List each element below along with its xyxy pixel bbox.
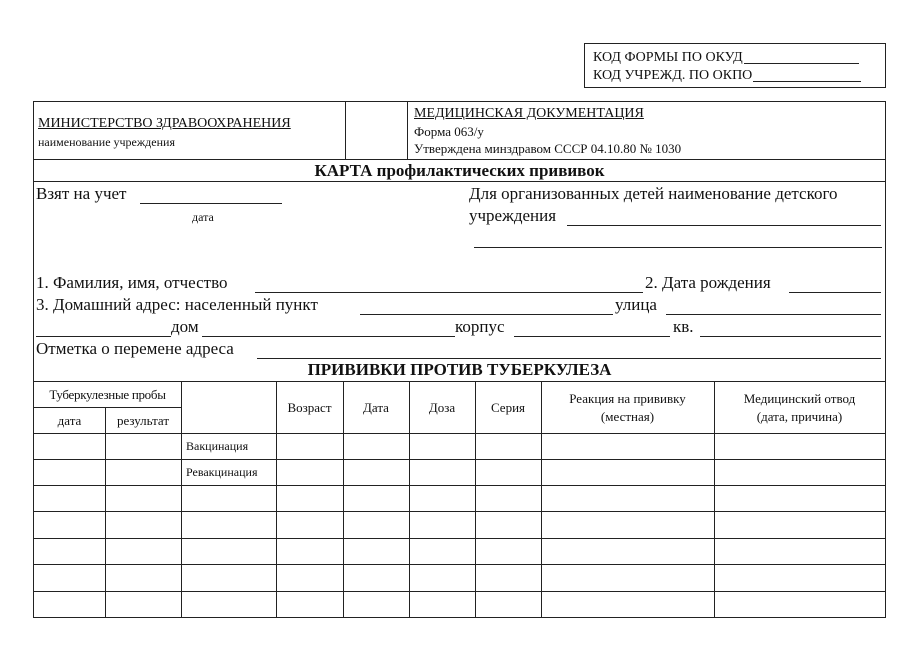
table-row-line bbox=[34, 459, 885, 460]
reaction-header-sub: (местная) bbox=[600, 409, 655, 424]
table-col-line bbox=[105, 407, 106, 617]
building-label: корпус bbox=[455, 317, 505, 336]
vaccination-row-label: Вакцинация bbox=[186, 439, 249, 453]
okud-code-field[interactable] bbox=[744, 50, 859, 64]
form-frame bbox=[33, 101, 886, 618]
street-label: улица bbox=[615, 295, 657, 314]
date-header: Дата bbox=[363, 400, 389, 415]
header-bottom-line bbox=[34, 159, 885, 160]
registered-label: Взят на учет bbox=[36, 184, 127, 203]
revaccination-row-label: Ревакцинация bbox=[186, 465, 258, 479]
med-doc-title: МЕДИЦИНСКАЯ ДОКУМЕНТАЦИЯ bbox=[414, 106, 644, 121]
table-top-line bbox=[34, 381, 885, 382]
table-row-line bbox=[34, 485, 885, 486]
tests-subheader-line bbox=[34, 407, 181, 408]
okud-code-line bbox=[593, 50, 859, 66]
org-institution-label: учреждения bbox=[469, 206, 557, 225]
age-header: Возраст bbox=[287, 400, 332, 415]
full-name-field[interactable] bbox=[255, 292, 643, 293]
address-prefix-field[interactable] bbox=[36, 336, 171, 337]
approval-note: Утверждена минздравом СССР 04.10.80 № 1030 bbox=[414, 141, 682, 156]
home-address-label: 3. Домашний адрес: населенный пункт bbox=[36, 295, 318, 314]
apartment-field[interactable] bbox=[700, 336, 881, 337]
tests-header: Туберкулезные пробы bbox=[49, 387, 166, 402]
dose-header: Доза bbox=[428, 400, 456, 415]
locality-field[interactable] bbox=[360, 314, 613, 315]
header-divider bbox=[407, 102, 408, 159]
table-row-line bbox=[34, 591, 885, 592]
house-field[interactable] bbox=[202, 336, 455, 337]
address-change-label: Отметка о перемене адреса bbox=[36, 339, 234, 358]
table-col-line bbox=[181, 381, 182, 617]
tb-section-title: ПРИВИВКИ ПРОТИВ ТУБЕРКУЛЕЗА bbox=[307, 360, 612, 379]
street-field[interactable] bbox=[666, 314, 881, 315]
form-code-box bbox=[584, 43, 886, 88]
building-field[interactable] bbox=[514, 336, 670, 337]
exemption-header-sub: (дата, причина) bbox=[756, 409, 843, 424]
institution-caption: наименование учреждения bbox=[38, 135, 175, 149]
okud-label: КОД ФОРМЫ ПО ОКУД bbox=[593, 50, 743, 65]
table-col-line bbox=[475, 381, 476, 617]
apartment-label: кв. bbox=[673, 317, 694, 336]
card-title: КАРТА профилактических прививок bbox=[314, 161, 605, 180]
table-col-line bbox=[343, 381, 344, 617]
okpo-code-line bbox=[593, 68, 861, 84]
table-col-line bbox=[409, 381, 410, 617]
test-result-header: результат bbox=[116, 413, 170, 428]
birth-date-label: 2. Дата рождения bbox=[645, 273, 771, 292]
registered-date-field[interactable] bbox=[140, 203, 282, 204]
table-row-line bbox=[34, 538, 885, 539]
okpo-label: КОД УЧРЕЖД. ПО ОКПО bbox=[593, 68, 753, 83]
table-row-line bbox=[34, 433, 885, 434]
date-caption: дата bbox=[192, 210, 214, 224]
ministry-title: МИНИСТЕРСТВО ЗДРАВООХРАНЕНИЯ bbox=[38, 116, 291, 131]
reaction-header: Реакция на прививку bbox=[569, 391, 686, 406]
birth-date-field[interactable] bbox=[789, 292, 881, 293]
title-bottom-line bbox=[34, 181, 885, 182]
address-change-field[interactable] bbox=[257, 358, 881, 359]
test-date-header: дата bbox=[57, 413, 82, 428]
org-children-label: Для организованных детей наименование детского bbox=[469, 184, 838, 203]
exemption-header: Медицинский отвод bbox=[743, 391, 856, 406]
form-number: Форма 063/у bbox=[414, 124, 484, 139]
house-label: дом bbox=[171, 317, 199, 336]
header-divider bbox=[345, 102, 346, 159]
org-institution-field-2[interactable] bbox=[474, 247, 882, 248]
org-institution-field[interactable] bbox=[567, 225, 881, 226]
full-name-label: 1. Фамилия, имя, отчество bbox=[36, 273, 228, 292]
table-row-line bbox=[34, 564, 885, 565]
okpo-code-field[interactable] bbox=[753, 68, 861, 82]
table-row-line bbox=[34, 511, 885, 512]
series-header: Серия bbox=[490, 400, 526, 415]
table-col-line bbox=[276, 381, 277, 617]
